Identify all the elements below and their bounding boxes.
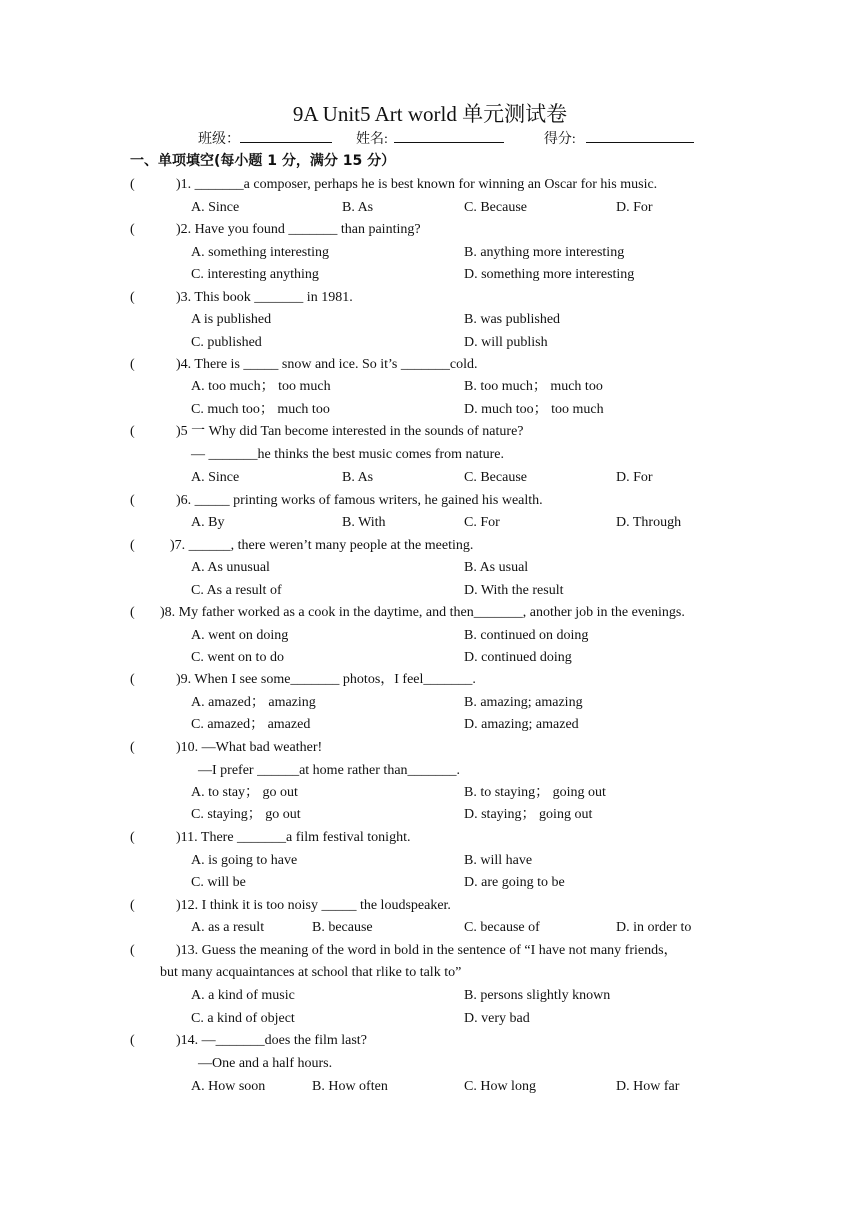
answer-paren[interactable]: ( [130, 424, 135, 439]
option-c: C. published [191, 335, 262, 350]
question-stem: )4. There is _____ snow and ice. So it’s _______cold. [176, 357, 478, 372]
option-a: A. Since [191, 470, 240, 485]
answer-paren[interactable]: ( [130, 493, 135, 508]
question-stem: )1. _______a composer, perhaps he is best known for winning an Oscar for his music. [176, 177, 658, 192]
option-a: A is published [191, 312, 272, 327]
option-b: B. As usual [464, 560, 529, 575]
answer-paren[interactable]: ( [130, 1033, 135, 1048]
name-label: 姓名: [356, 132, 388, 147]
answer-paren[interactable]: ( [130, 830, 135, 845]
answer-paren[interactable]: ( [130, 672, 135, 687]
option-b: B. amazing; amazing [464, 695, 583, 710]
option-a: A. to stay； go out [191, 785, 298, 800]
option-b: B. to staying； going out [464, 785, 606, 800]
option-c: C. For [464, 515, 500, 530]
option-a: A. How soon [191, 1079, 266, 1094]
option-c: C. Because [464, 470, 527, 485]
option-b: B. As [342, 470, 374, 485]
option-c: C. As a result of [191, 583, 282, 598]
option-d: D. something more interesting [464, 267, 635, 282]
option-d: D. very bad [464, 1011, 530, 1026]
question-stem: )5 一 Why did Tan become interested in the sounds of nature? [176, 424, 524, 439]
option-b: B. because [312, 920, 373, 935]
option-d: D. staying； going out [464, 807, 593, 822]
option-a: A. amazed； amazing [191, 695, 316, 710]
option-a: A. As unusual [191, 560, 270, 575]
question-stem-line2: —I prefer ______at home rather than_______. [198, 763, 461, 778]
option-a: A. went on doing [191, 628, 289, 643]
option-b: B. continued on doing [464, 628, 589, 643]
option-b: B. How often [312, 1079, 388, 1094]
answer-paren[interactable]: ( [130, 943, 135, 958]
answer-paren[interactable]: ( [130, 290, 135, 305]
option-a: A. too much； too much [191, 379, 331, 394]
option-c: C. because of [464, 920, 540, 935]
question-stem: )9. When I see some_______ photos，I feel_______. [176, 672, 476, 687]
option-c: C. staying； go out [191, 807, 301, 822]
question-stem: )14. —_______does the film last? [176, 1033, 367, 1048]
option-a: A. as a result [191, 920, 265, 935]
option-a: A. a kind of music [191, 988, 295, 1003]
option-c: C. Because [464, 200, 527, 215]
score-blank[interactable] [586, 128, 694, 143]
option-d: D. Through [616, 515, 682, 530]
option-d: D. are going to be [464, 875, 565, 890]
page-title: 9A Unit5 Art world 单元测试卷 [292, 102, 568, 126]
student-info-line [198, 128, 694, 150]
question-stem: )12. I think it is too noisy _____ the loudspeaker. [176, 898, 451, 913]
name-blank[interactable] [394, 128, 504, 143]
option-b: B. As [342, 200, 374, 215]
answer-paren[interactable]: ( [130, 177, 135, 192]
option-c: C. a kind of object [191, 1011, 295, 1026]
option-b: B. With [342, 515, 386, 530]
question-stem: )6. _____ printing works of famous writers, he gained his wealth. [176, 493, 543, 508]
question-stem: )2. Have you found _______ than painting? [176, 222, 421, 237]
option-a: A. Since [191, 200, 240, 215]
option-d: D. continued doing [464, 650, 572, 665]
option-d: D. For [616, 470, 653, 485]
option-d: D. in order to [616, 920, 692, 935]
option-d: D. much too； too much [464, 402, 604, 417]
answer-paren[interactable]: ( [130, 605, 135, 620]
score-label: 得分: [543, 132, 576, 147]
question-stem-line2: — _______he thinks the best music comes from nature. [191, 447, 504, 462]
answer-paren[interactable]: ( [130, 222, 135, 237]
answer-paren[interactable]: ( [130, 357, 135, 372]
option-c: C. will be [191, 875, 246, 890]
option-c: C. interesting anything [191, 267, 319, 282]
option-b: B. was published [464, 312, 561, 327]
option-c: C. went on to do [191, 650, 284, 665]
question-stem: )3. This book _______ in 1981. [176, 290, 353, 305]
option-d: D. For [616, 200, 653, 215]
option-c: C. much too； much too [191, 402, 330, 417]
option-d: D. With the result [464, 583, 564, 598]
option-b: B. anything more interesting [464, 245, 625, 260]
option-a: A. By [191, 515, 225, 530]
option-d: D. amazing; amazed [464, 717, 579, 732]
option-d: D. will publish [464, 335, 548, 350]
answer-paren[interactable]: ( [130, 538, 135, 553]
option-d: D. How far [616, 1079, 680, 1094]
question-stem: )11. There _______a film festival tonight. [176, 830, 411, 845]
question-stem: )7. ______, there weren’t many people at the meeting. [170, 538, 474, 553]
option-c: C. amazed； amazed [191, 717, 311, 732]
section-heading: 一、单项填空(每小题 1 分，满分 15 分） [130, 153, 396, 169]
question-stem: )10. —What bad weather! [176, 740, 323, 755]
question-stem-line2: but many acquaintances at school that rlike to talk to” [160, 965, 462, 980]
option-b: B. persons slightly known [464, 988, 611, 1003]
question-stem: )13. Guess the meaning of the word in bold in the sentence of “I have not many friends， [176, 943, 678, 958]
option-a: A. something interesting [191, 245, 330, 260]
option-b: B. will have [464, 853, 533, 868]
answer-paren[interactable]: ( [130, 740, 135, 755]
option-c: C. How long [464, 1079, 536, 1094]
option-a: A. is going to have [191, 853, 298, 868]
option-b: B. too much； much too [464, 379, 603, 394]
question-stem: )8. My father worked as a cook in the daytime, and then_______, another job in the evenings. [160, 605, 685, 620]
class-blank[interactable] [240, 128, 332, 143]
answer-paren[interactable]: ( [130, 898, 135, 913]
question-stem-line2: —One and a half hours. [198, 1056, 333, 1071]
class-label: 班级： [198, 132, 240, 147]
